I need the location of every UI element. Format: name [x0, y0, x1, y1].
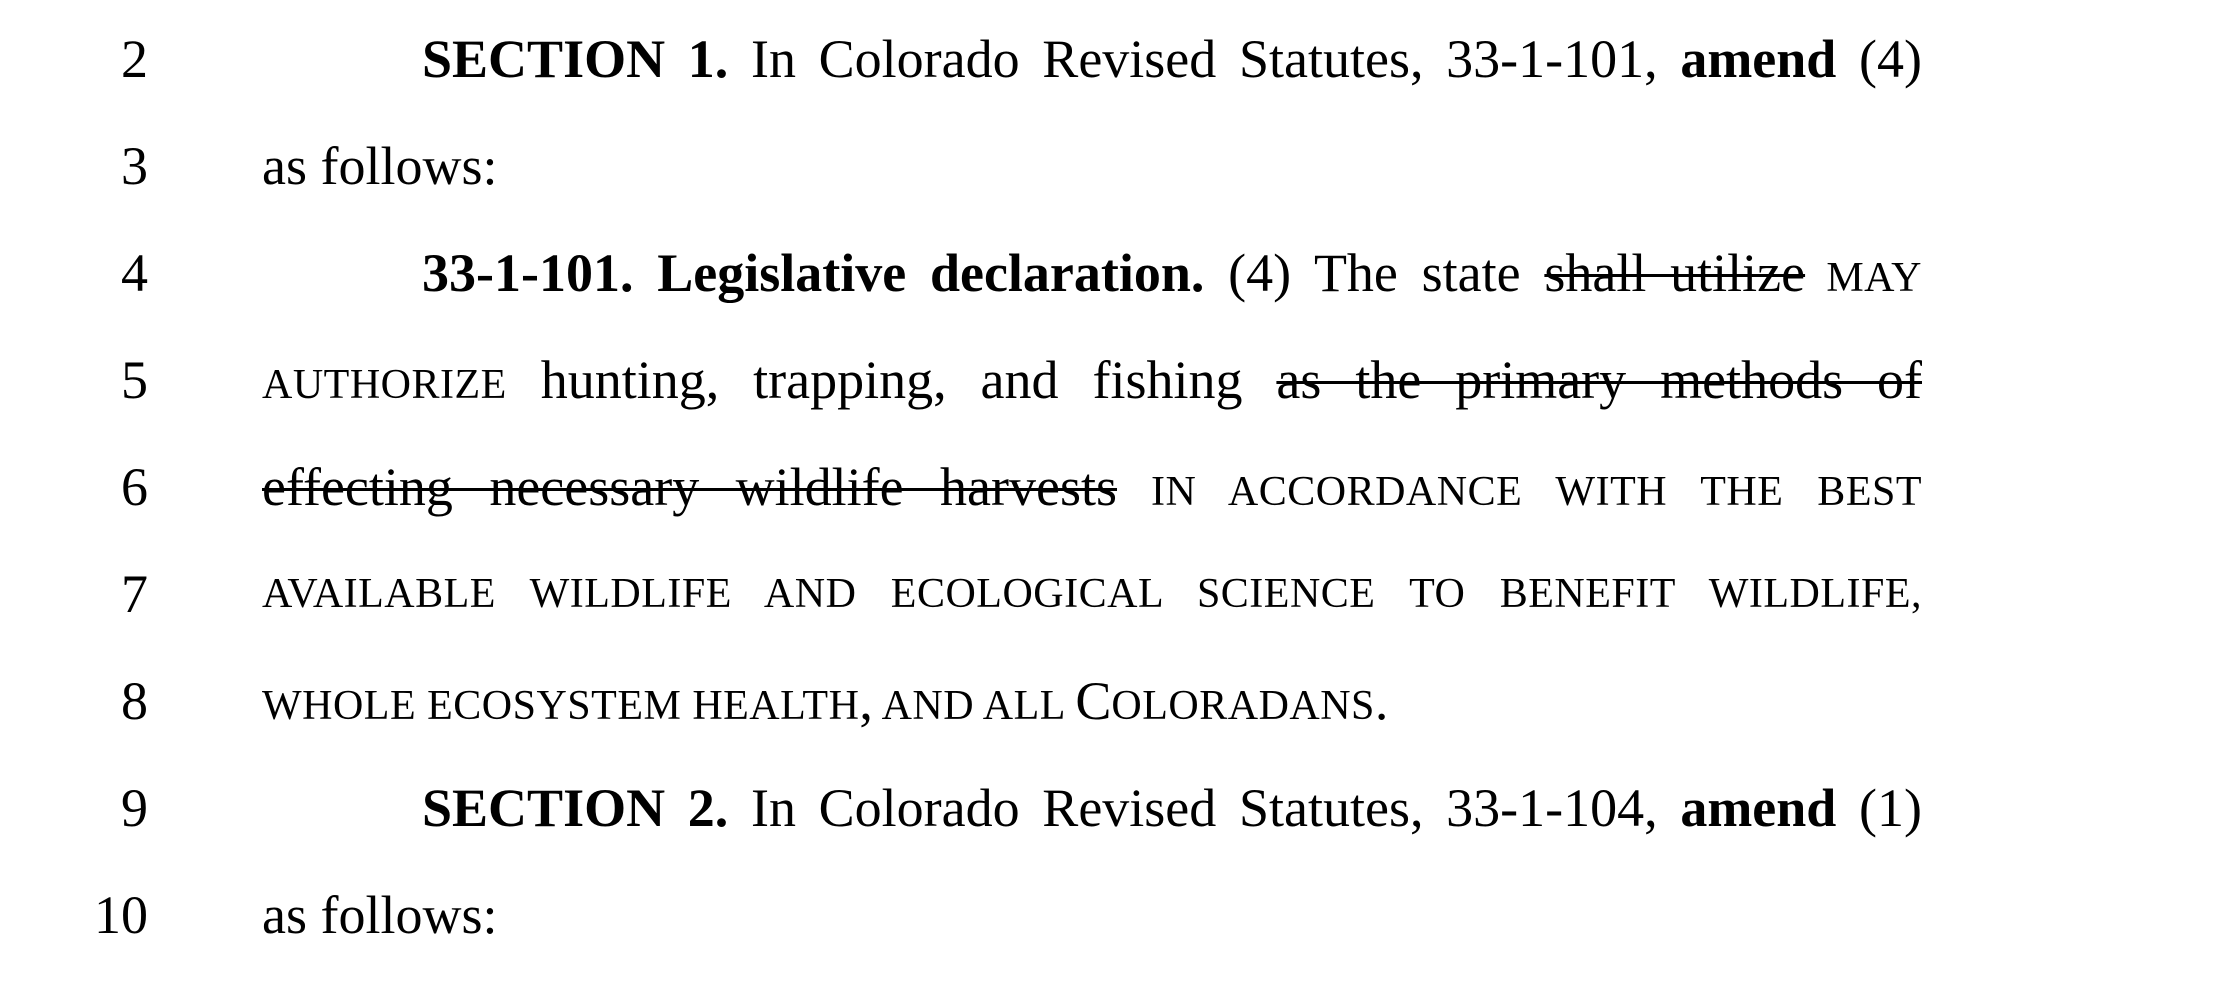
section-label: SECTION 1.: [422, 29, 729, 89]
amend-target: (4): [1836, 29, 1922, 89]
line-number: 7: [121, 564, 148, 624]
inserted-text: OLORADANS: [1111, 683, 1375, 729]
bill-line: [0, 755, 2238, 862]
line-number: 10: [94, 885, 148, 945]
inserted-text: AUTHORIZE: [262, 362, 507, 408]
plain-comma: ,: [859, 671, 873, 731]
inserted-text: IN ACCORDANCE WITH THE BEST: [1117, 469, 1922, 515]
section-intro: In Colorado Revised Statutes, 33-1-104,: [728, 778, 1681, 838]
line-text: [422, 755, 1922, 862]
inserted-text: AND ALL: [872, 683, 1076, 729]
subsection-text: (4) The state: [1204, 243, 1545, 303]
line-number: 3: [121, 136, 148, 196]
inserted-text: AVAILABLE WILDLIFE AND ECOLOGICAL SCIENCE TO BENEFIT WILDLIFE,: [262, 571, 1922, 617]
bill-line: [0, 327, 2238, 434]
amend-target: (1): [1836, 778, 1922, 838]
inserted-text: MAY: [1805, 255, 1922, 301]
period: .: [1374, 671, 1389, 731]
line-text: [262, 434, 1922, 546]
body-text: hunting, trapping, and fishing: [506, 350, 1277, 410]
amend-action: amend: [1680, 29, 1837, 89]
section-intro: In Colorado Revised Statutes, 33-1-101,: [728, 29, 1681, 89]
bill-line: [0, 220, 2238, 327]
deleted-text: shall utilize: [1544, 243, 1806, 303]
capital-letter: C: [1075, 671, 1112, 731]
bill-line: [0, 434, 2238, 541]
section-label: SECTION 2.: [422, 778, 729, 838]
line-number: 5: [121, 350, 148, 410]
amend-action: amend: [1680, 778, 1837, 838]
deleted-text: as the primary methods of: [1276, 350, 1922, 410]
line-text: [262, 327, 1922, 439]
line-number: 6: [121, 457, 148, 517]
inserted-text: WHOLE ECOSYSTEM HEALTH: [262, 683, 860, 729]
bill-line: [0, 648, 2238, 755]
line-number: 2: [121, 29, 148, 89]
line-text: [422, 6, 1922, 113]
line-number: 9: [121, 778, 148, 838]
bill-line: [0, 541, 2238, 648]
line-text: [262, 648, 1922, 760]
line-number: 8: [121, 671, 148, 731]
deleted-text: effecting necessary wildlife harvests: [262, 457, 1118, 517]
bill-line: [0, 6, 2238, 113]
line-text: as follows:: [262, 136, 498, 196]
line-text: as follows:: [262, 885, 498, 945]
statute-heading: 33-1-101. Legislative declaration.: [422, 243, 1205, 303]
line-number: 4: [121, 243, 148, 303]
bill-line: [0, 862, 2238, 969]
line-text: [422, 220, 1922, 332]
bill-line: [0, 113, 2238, 220]
